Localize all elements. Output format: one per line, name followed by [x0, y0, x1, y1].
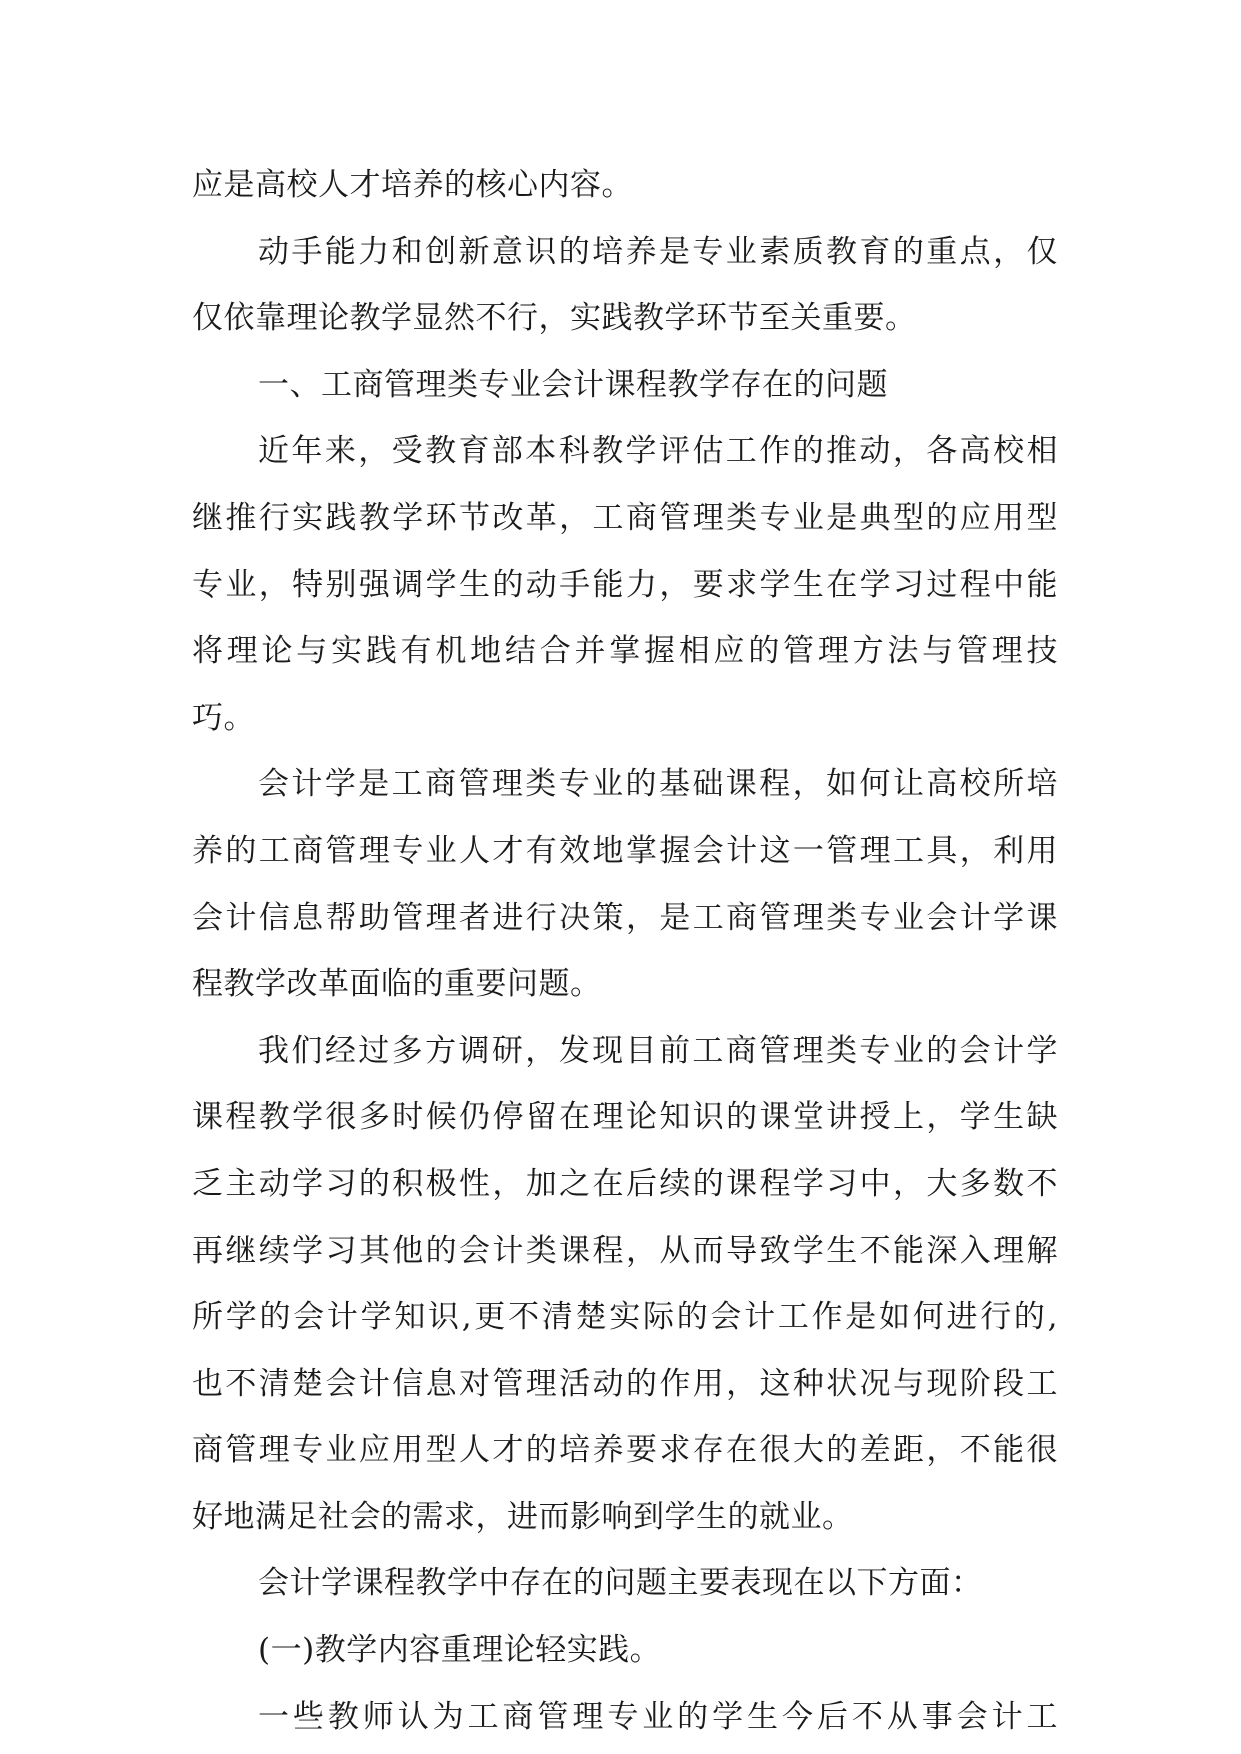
- paragraph-line: 巧。: [192, 699, 255, 736]
- paragraph-line: 程教学改革面临的重要问题。: [192, 966, 602, 1003]
- paragraph-line: 应是高校人才培养的核心内容。: [192, 167, 633, 203]
- paragraph-line: 再继续学习其他的会计类课程，从而导致学生不能深入理解: [192, 1232, 1058, 1269]
- paragraph-line: 我们经过多方调研，发现目前工商管理类专业的会计学: [258, 1032, 1058, 1069]
- paragraph-line: 乏主动学习的积极性，加之在后续的课程学习中，大多数不: [192, 1165, 1058, 1202]
- paragraph-line: 近年来，受教育部本科教学评估工作的推动，各高校相: [258, 433, 1058, 470]
- paragraph-line: 也不清楚会计信息对管理活动的作用，这种状况与现阶段工: [192, 1365, 1058, 1402]
- paragraph-line: 动手能力和创新意识的培养是专业素质教育的重点，仅: [258, 233, 1058, 270]
- body-text: [192, 152, 1058, 1750]
- paragraph-line: 所学的会计学知识,更不清楚实际的会计工作是如何进行的,: [192, 1299, 1058, 1336]
- paragraph-line: 会计学课程教学中存在的问题主要表现在以下方面：: [258, 1565, 983, 1602]
- paragraph-line: 继推行实践教学环节改革，工商管理类专业是典型的应用型: [192, 499, 1058, 536]
- paragraph-line: 仅依靠理论教学显然不行，实践教学环节至关重要。: [192, 300, 917, 337]
- paragraph-line: 会计信息帮助管理者进行决策，是工商管理类专业会计学课: [192, 899, 1058, 936]
- paragraph-line: 专业，特别强调学生的动手能力，要求学生在学习过程中能: [192, 566, 1058, 603]
- paragraph-line: 商管理专业应用型人才的培养要求存在很大的差距，不能很: [192, 1432, 1058, 1469]
- paragraph-line: 课程教学很多时候仍停留在理论知识的课堂讲授上，学生缺: [192, 1099, 1058, 1136]
- paragraph-line: 会计学是工商管理类专业的基础课程，如何让高校所培: [258, 766, 1058, 803]
- paragraph-line: 将理论与实践有机地结合并掌握相应的管理方法与管理技: [192, 633, 1058, 670]
- subsection-heading: (一)教学内容重理论轻实践。: [258, 1632, 662, 1669]
- paragraph-line: 好地满足社会的需求，进而影响到学生的就业。: [192, 1498, 854, 1535]
- paragraph-line: 养的工商管理专业人才有效地掌握会计这一管理工具，利用: [192, 832, 1058, 869]
- paragraph-line: 一些教师认为工商管理专业的学生今后不从事会计工: [258, 1698, 1058, 1735]
- section-heading: 一、工商管理类专业会计课程教学存在的问题: [258, 366, 888, 403]
